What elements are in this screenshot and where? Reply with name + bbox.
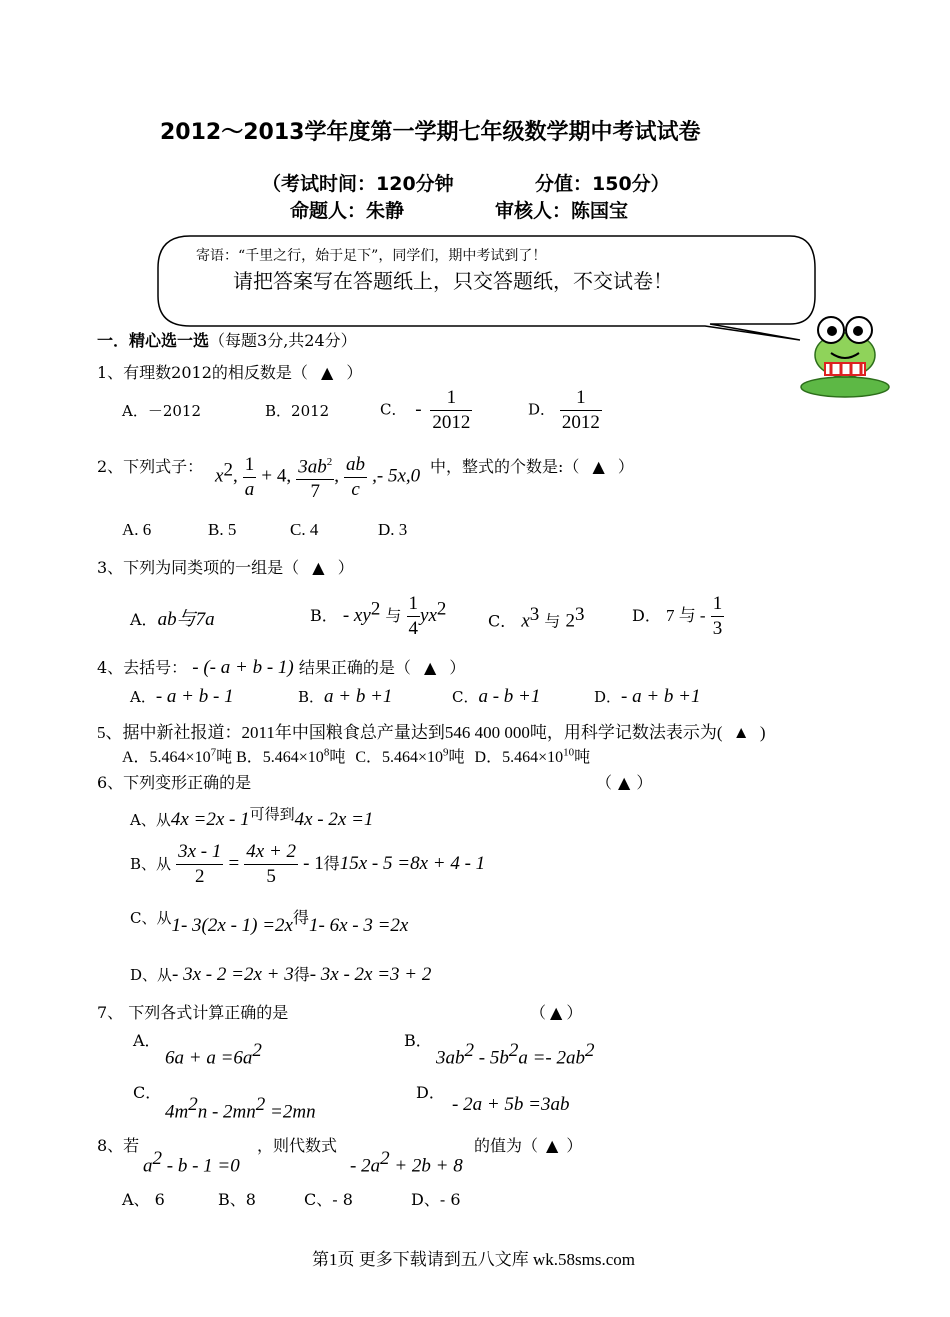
- q3-option-c: C． $x^3$ 与 $2^3$: [488, 604, 585, 632]
- q3-a-expr: ab与7a: [157, 609, 215, 630]
- q2-frac-abc-num: ab: [344, 453, 367, 478]
- answer-mark: ▲: [732, 723, 750, 742]
- q1-d-den: 2012: [561, 412, 600, 433]
- q1-c-num: 1: [430, 386, 472, 411]
- q8-option-b: B、8: [218, 1190, 256, 1209]
- q1-option-c: [380, 386, 472, 435]
- answer-mark: ▲: [618, 773, 631, 792]
- bubble-instruction: 请把答案写在答题纸上，只交答题纸，不交试卷！: [233, 269, 673, 293]
- q2-tail: [430, 454, 634, 477]
- q8-option-a: A、 6: [122, 1190, 165, 1209]
- q3-d-fraction: [711, 592, 725, 641]
- q7-option-a: $6a + a =6a^2$: [165, 1040, 262, 1069]
- q2-x-exp: 2: [223, 459, 233, 481]
- q2-close: ）: [617, 457, 634, 476]
- exam-title: 2012～2013学年度第一学期七年级数学期中考试试卷: [160, 120, 701, 145]
- q4-close: ）: [449, 658, 466, 677]
- q7-option-c: $4m^2n - 2mn^2 =2mn$: [165, 1094, 316, 1123]
- q2-frac-3ab: [296, 450, 334, 504]
- bubble-message: 寄语：“千里之行，始于足下”，同学们，期中考试到了！: [196, 248, 547, 264]
- frog-mascot-icon: [795, 305, 895, 400]
- q4-option-d: D．- a + b +1: [594, 686, 701, 707]
- q4-option-c: C．a - b +1: [452, 686, 541, 707]
- question-2: [97, 454, 203, 477]
- q3-d-num: 1: [711, 592, 725, 617]
- q3-b-den: 4: [408, 618, 419, 639]
- q1-d-num: 1: [560, 386, 602, 411]
- q8-stem: 8、若: [97, 1136, 140, 1155]
- q2-expression: $x^2$, $\frac{1}{a}$ + 4, $\frac{3ab^2}{7}$ , $\frac{ab}{c}$ ,- 5x,0: [215, 450, 420, 504]
- q8-condition: $a^2 - b - 1 =0$: [143, 1148, 240, 1177]
- q1-d-label: D．: [528, 400, 556, 419]
- q2-tail-text: 中，整式的个数是:（: [430, 457, 580, 476]
- section-note: （每题3分,共24分）: [209, 331, 357, 350]
- q4-tail: 结果正确的是（: [298, 658, 411, 677]
- exam-score: 分值：150分）: [535, 173, 670, 195]
- q7-c-label: C．: [133, 1083, 162, 1102]
- q1-option-b: B．2012: [265, 402, 330, 420]
- q3-b-label: B．: [310, 606, 338, 625]
- q4-expr: - (- a + b - 1): [192, 657, 294, 678]
- q3-c-expr2: 2: [565, 610, 575, 632]
- q6-answer-slot: （ ▲ ）: [596, 773, 653, 792]
- answer-mark: ▲: [321, 363, 334, 382]
- q2-frac-1a: [243, 453, 257, 502]
- q3-b-expr2: yx: [420, 605, 437, 626]
- question-6: 6、下列变形正确的是: [97, 773, 252, 792]
- q3-d-expr: 7 与 -: [665, 606, 706, 625]
- q1-option-d: [528, 386, 602, 435]
- q7-d-label: D．: [416, 1083, 445, 1102]
- section-heading: 一．精心选一选: [97, 331, 210, 350]
- answer-mark: ▲: [592, 457, 605, 476]
- q4-stem: 4、去括号：: [97, 658, 188, 677]
- q4-option-b: B．a + b +1: [298, 686, 393, 707]
- q7-option-b: $3ab^2 - 5b^2a =- 2ab^2$: [436, 1040, 595, 1069]
- q8-option-c: C、- 8: [304, 1190, 353, 1209]
- q1-option-a: A．－2012: [122, 402, 202, 420]
- exam-time: （考试时间：120分钟: [262, 173, 454, 195]
- q3-b-num: 1: [407, 592, 421, 617]
- q1-d-fraction: [560, 386, 602, 435]
- question-7: 7、 下列各式计算正确的是: [97, 1003, 289, 1022]
- q6-option-a: A、从4x =2x - 1可得到4x - 2x =1: [130, 805, 374, 830]
- q5-option-c: C．$5.464\times 10^9$吨: [355, 746, 465, 766]
- q3-close: ）: [337, 558, 354, 577]
- q8-option-d: D、- 6: [411, 1190, 461, 1209]
- q2-option-a: A. 6: [122, 520, 152, 539]
- q5-close: ): [759, 723, 766, 742]
- q8-tail: 的值为（ ▲ ）: [474, 1136, 583, 1155]
- q1-stem: 1、有理数2012的相反数是（: [97, 363, 308, 382]
- q7-a-label: A．: [133, 1031, 161, 1050]
- q4-option-a: A．- a + b - 1: [130, 686, 234, 707]
- q2-frac-1a-den: a: [244, 478, 255, 500]
- q3-c-yu: 与: [544, 611, 561, 631]
- q2-option-b: B. 5: [208, 520, 237, 539]
- q6-option-b: B、从 $\frac{3x - 1}{2}$ = $\frac{4x + 2}{5}$ - 1得15x - 5 =8x + 4 - 1: [130, 841, 486, 887]
- q3-c-label: C．: [488, 611, 517, 631]
- exam-reviewer: 审核人：陈国宝: [495, 200, 629, 222]
- q3-a-label: A．: [130, 610, 158, 629]
- question-1: [97, 360, 362, 383]
- q5-stem: 5、据中新社报道：2011年中国粮食总产量达到546 400 000吨，用科学记数法表示为(: [97, 723, 723, 742]
- q2-stem: 2、下列式子：: [97, 457, 204, 476]
- q3-b-expr1: - xy: [342, 605, 371, 626]
- q5-options: [122, 744, 590, 767]
- q8-mid: ，则代数式: [257, 1136, 338, 1155]
- q3-d-label: D．: [632, 606, 661, 625]
- q2-rest: ,- 5x,0: [372, 465, 421, 487]
- page-footer: 第1页 更多下载请到五八文库 wk.58sms.com: [312, 1250, 635, 1269]
- q5-option-a: A．$5.464\times 10^7$吨: [122, 746, 233, 766]
- q2-frac-3ab-den: 7: [310, 481, 320, 503]
- answer-mark: ▲: [546, 1136, 559, 1155]
- q3-option-d: [632, 592, 724, 641]
- q2-frac-abc-den: c: [351, 478, 360, 500]
- answer-mark: ▲: [312, 558, 325, 577]
- q1-c-label: C．: [380, 400, 407, 419]
- q7-option-d: - 2a + 5b =3ab: [452, 1094, 570, 1115]
- q8-expression: - $2a^2 + 2b + 8$: [350, 1148, 463, 1177]
- q1-close: ）: [346, 363, 363, 382]
- q2-frac-abc: [344, 453, 367, 502]
- question-3: [97, 555, 354, 578]
- q1-c-sign: -: [415, 398, 422, 420]
- exam-author: 命题人：朱静: [290, 200, 405, 222]
- q3-b-yu: 与: [385, 606, 402, 625]
- q3-option-b: B． - $xy^2$ 与 $\frac{1}{4}$ $yx^2$: [310, 593, 447, 639]
- section-title: [97, 328, 357, 351]
- q3-option-a: [130, 604, 215, 631]
- q3-b-fraction: [407, 592, 421, 641]
- q2-option-c: C. 4: [290, 520, 319, 539]
- q2-plus4: + 4,: [261, 465, 292, 487]
- q3-c-expr1: x: [521, 610, 530, 632]
- q3-d-den: 3: [712, 618, 723, 639]
- q1-c-den: 2012: [432, 412, 471, 433]
- answer-mark: ▲: [550, 1003, 563, 1022]
- q2-option-d: D. 3: [378, 520, 408, 539]
- answer-mark: ▲: [423, 658, 437, 677]
- q7-b-label: B．: [404, 1031, 432, 1050]
- q6-option-c: C、从1- 3(2x - 1) =2x得1- 6x - 3 =2x: [130, 908, 409, 936]
- question-5: [97, 718, 766, 743]
- q6-option-d: D、从- 3x - 2 =2x + 3得- 3x - 2x =3 + 2: [130, 964, 432, 985]
- q3-stem: 3、下列为同类项的一组是（: [97, 558, 300, 577]
- q7-answer-slot: （ ▲ ）: [530, 1003, 583, 1022]
- q1-c-fraction: [430, 386, 472, 435]
- q5-option-b: B．$5.464\times 10^8$吨: [236, 746, 346, 766]
- q2-frac-1a-num: 1: [243, 453, 257, 478]
- q2-frac-3ab-num: $3ab^2$: [296, 450, 334, 480]
- q2-x: x: [215, 465, 224, 487]
- question-4: [97, 655, 465, 679]
- q5-option-d: D．$5.464\times 10^{10}$吨: [474, 746, 591, 766]
